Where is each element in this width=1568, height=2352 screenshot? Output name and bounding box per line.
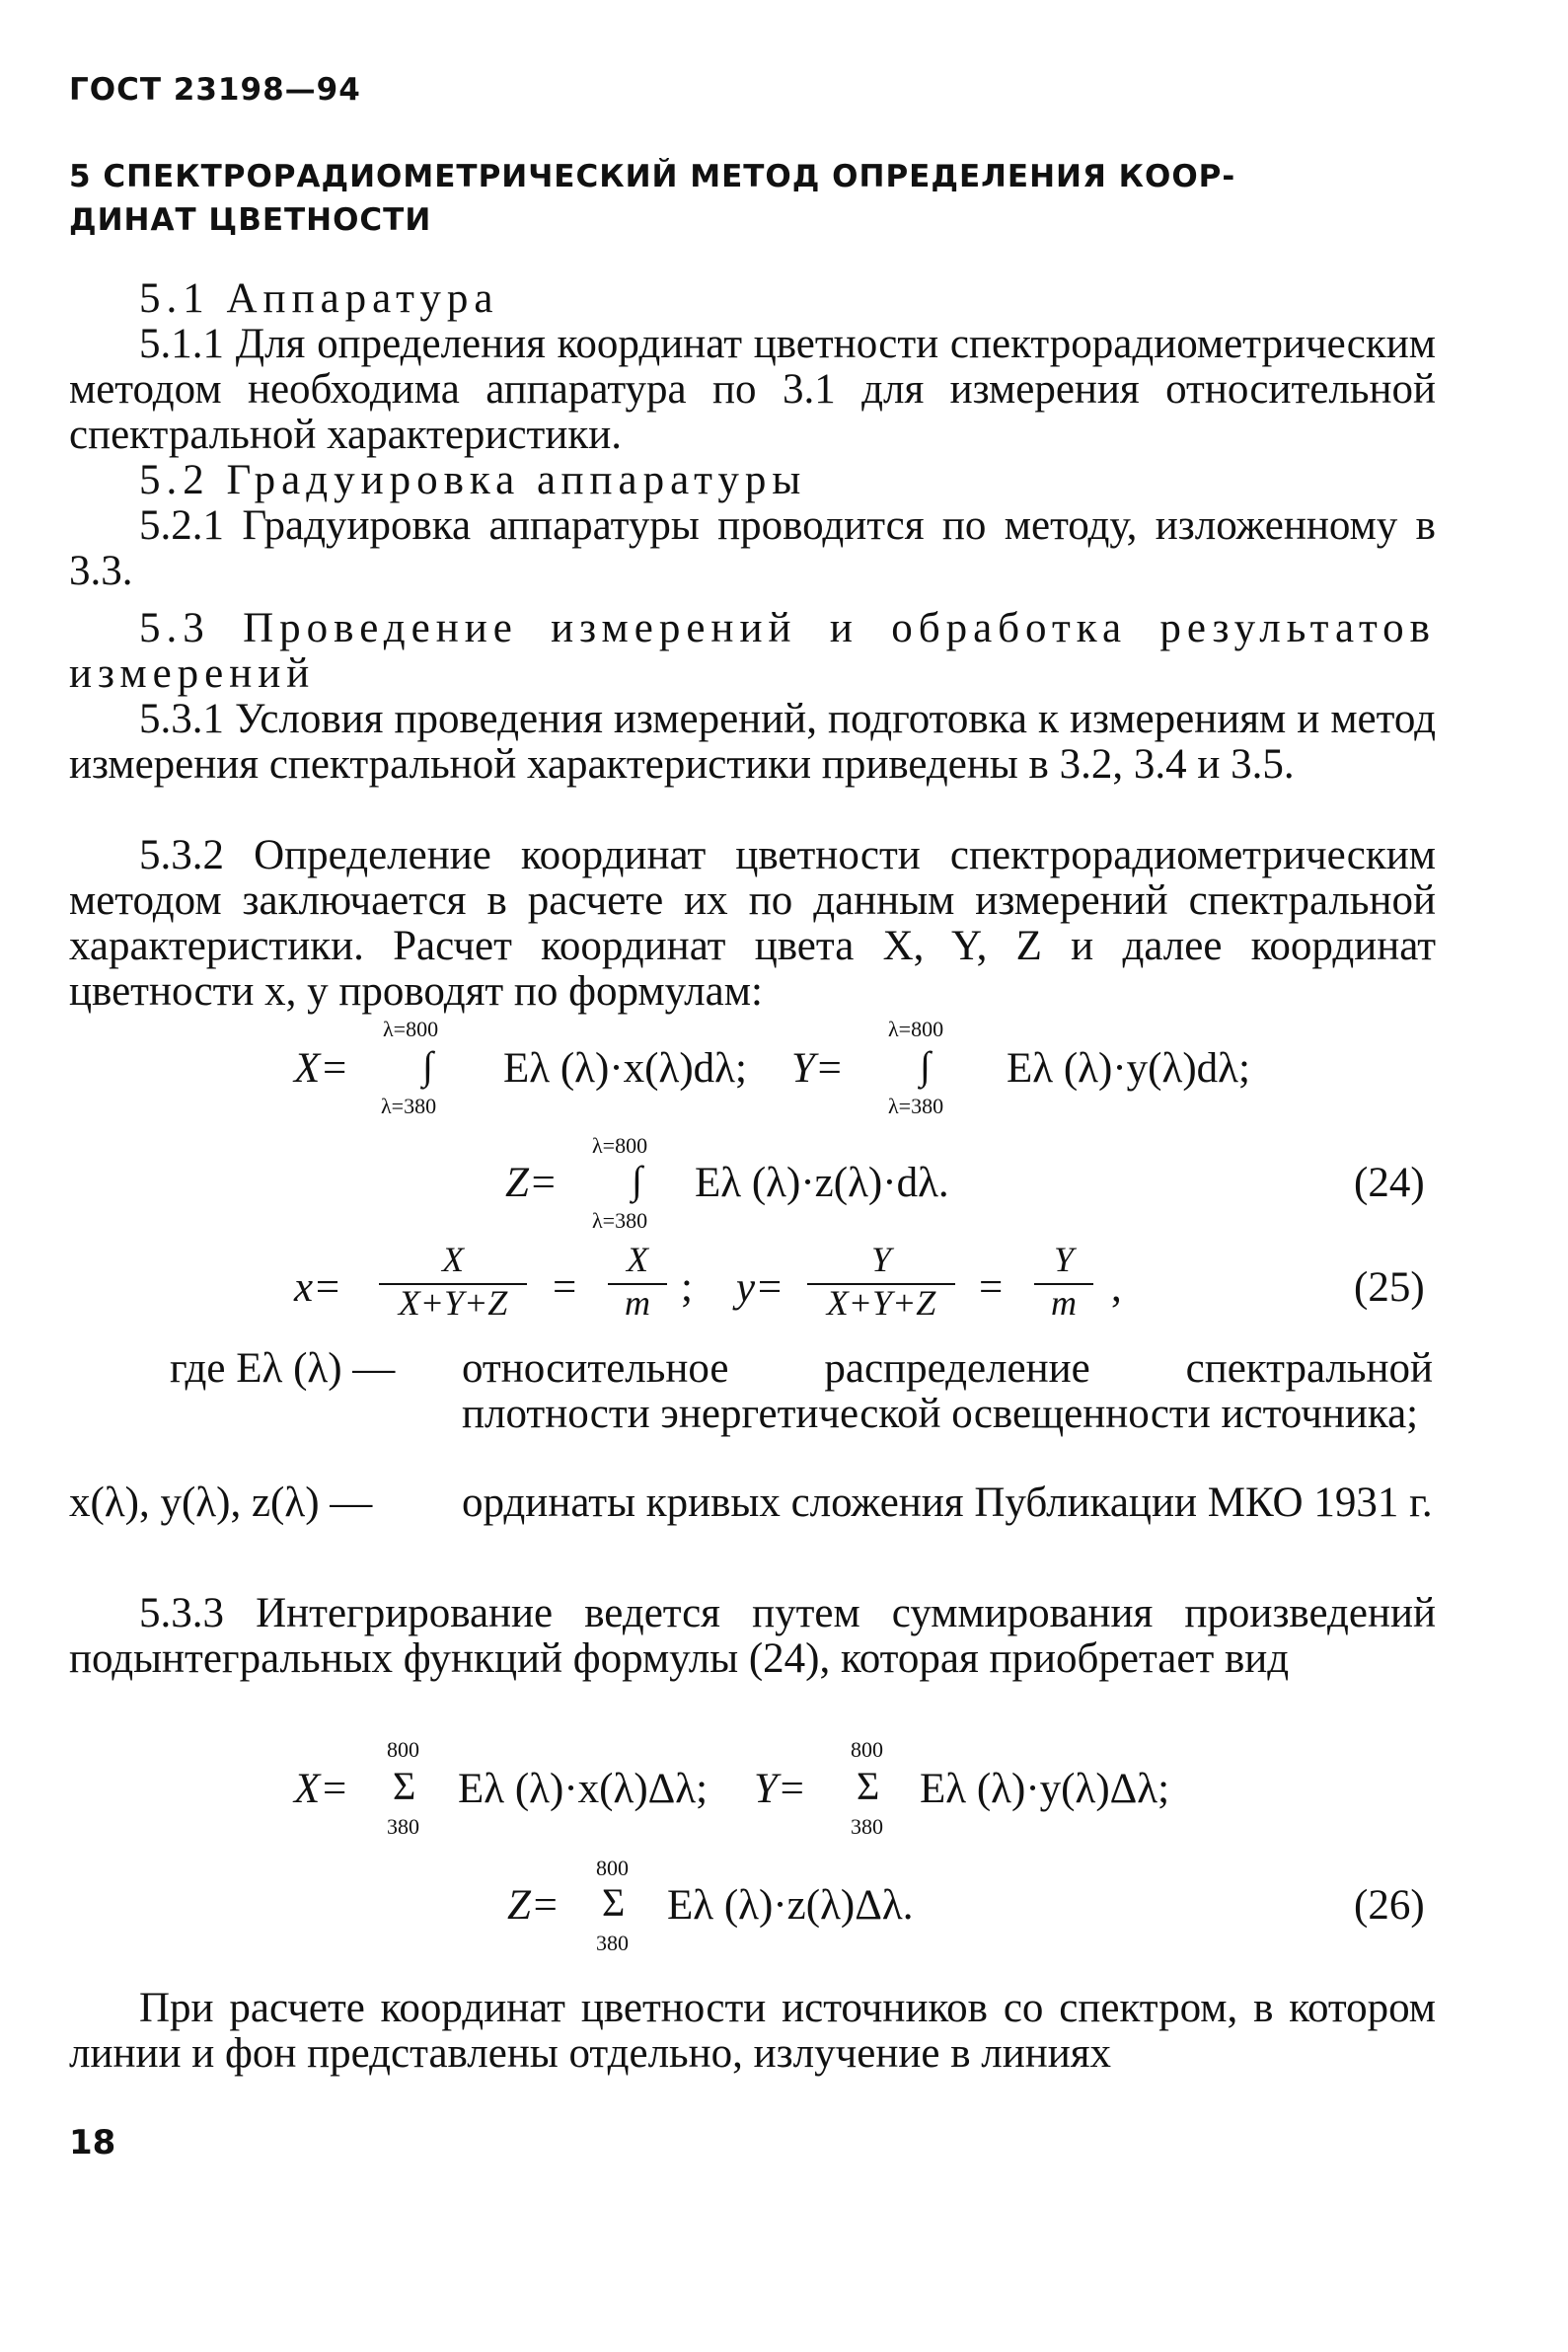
eq26-x-upper-limit: 800 xyxy=(387,1737,419,1762)
eq26-number: (26) xyxy=(1354,1882,1425,1929)
eq25-x-equals: = xyxy=(553,1264,577,1311)
eq24-x-body: Eλ (λ)·x(λ)dλ; xyxy=(503,1045,747,1092)
eq25-y-lhs: y= xyxy=(736,1264,784,1311)
eq24-y-integral-sign: ∫ xyxy=(920,1043,931,1088)
eq25-separator: ; xyxy=(681,1264,693,1311)
eq25-x-lhs: x= xyxy=(294,1264,342,1311)
eq25-y-numerator-2: Y xyxy=(1053,1240,1075,1279)
eq24-x-lhs: X= xyxy=(294,1045,349,1092)
eq24-z-body: Eλ (λ)·z(λ)·dλ. xyxy=(695,1160,949,1206)
eq24-y-body: Eλ (λ)·y(λ)dλ; xyxy=(1007,1045,1250,1092)
eq25-y-equals: = xyxy=(979,1264,1004,1311)
eq26-y-lower-limit: 380 xyxy=(851,1814,883,1839)
legend-definition-2: ординаты кривых сложения Публикации МКО 1931 г. xyxy=(462,1479,1433,1526)
eq25-y-denominator: X+Y+Z xyxy=(807,1283,955,1321)
eq26-z-lhs: Z= xyxy=(507,1882,560,1929)
section-title-line1: 5 СПЕКТРОРАДИОМЕТРИЧЕСКИЙ МЕТОД ОПРЕДЕЛЕНИЯ КООР- xyxy=(69,159,1236,194)
heading-5-3: 5.3 Проведение измерений и обработка результатов измерений xyxy=(69,605,1436,697)
paragraph-5-1-1: 5.1.1 Для определения координат цветности спектрорадиометрическим методом необходима аппаратура по 3.1 для измерения относительной спектральной характеристики. xyxy=(69,321,1436,458)
paragraph-5-2-1: 5.2.1 Градуировка аппаратуры проводится по методу, изложенному в 3.3. xyxy=(69,502,1436,594)
paragraph-5-3-1: 5.3.1 Условия проведения измерений, подготовка к измерениям и метод измерения спектральной характеристики приведены в 3.2, 3.4 и 3.5. xyxy=(69,696,1436,788)
eq24-z-upper-limit: λ=800 xyxy=(592,1133,648,1158)
paragraph-5-3-3: 5.3.3 Интегрирование ведется путем суммирования произведений подынтегральных функций формулы (24), которая приобретает вид xyxy=(69,1590,1436,1682)
section-title-line2: ДИНАТ ЦВЕТНОСТИ xyxy=(69,202,432,238)
heading-5-1: 5.1 Аппаратура xyxy=(139,275,499,322)
eq26-x-lhs: X= xyxy=(294,1766,349,1812)
eq25-y-numerator: Y xyxy=(870,1240,892,1279)
eq25-x-numerator-2: X xyxy=(627,1240,648,1279)
paragraph-5-3-2: 5.3.2 Определение координат цветности спектрорадиометрическим методом заключается в расчете их по данным измерений спектральной характеристики. Расчет координат цвета X, Y, Z и далее координат цветности x, y проводят по формулам: xyxy=(69,832,1436,1015)
eq26-x-body: Eλ (λ)·x(λ)Δλ; xyxy=(458,1766,709,1812)
eq24-z-lower-limit: λ=380 xyxy=(592,1208,648,1233)
eq24-y-lhs: Y= xyxy=(791,1045,844,1092)
eq24-y-lower-limit: λ=380 xyxy=(888,1094,944,1118)
eq24-x-lower-limit: λ=380 xyxy=(381,1094,437,1118)
legend-term-2: x(λ), y(λ), z(λ) — xyxy=(69,1479,373,1526)
eq25-number: (25) xyxy=(1354,1264,1425,1311)
eq26-z-upper-limit: 800 xyxy=(596,1856,629,1880)
paragraph-final: При расчете координат цветности источников со спектром, в котором линии и фон представлены отдельно, излучение в линиях xyxy=(69,1985,1436,2077)
eq24-number: (24) xyxy=(1354,1160,1425,1206)
heading-5-2: 5.2 Градуировка аппаратуры xyxy=(139,457,807,503)
eq26-x-sum-sign: Σ xyxy=(393,1764,416,1808)
document-id: ГОСТ 23198—94 xyxy=(69,72,361,108)
eq24-x-upper-limit: λ=800 xyxy=(383,1017,439,1041)
eq26-x-lower-limit: 380 xyxy=(387,1814,419,1839)
eq25-x-denominator: X+Y+Z xyxy=(379,1283,527,1321)
eq25-y-denominator-2: m xyxy=(1034,1283,1093,1321)
eq25-x-denominator-2: m xyxy=(608,1283,667,1321)
eq26-z-lower-limit: 380 xyxy=(596,1931,629,1955)
legend-term-1: где Eλ (λ) — xyxy=(170,1345,396,1392)
eq26-z-sum-sign: Σ xyxy=(602,1880,626,1925)
eq26-y-sum-sign: Σ xyxy=(857,1764,880,1808)
eq26-y-upper-limit: 800 xyxy=(851,1737,883,1762)
eq26-z-body: Eλ (λ)·z(λ)Δλ. xyxy=(667,1882,914,1929)
eq24-y-upper-limit: λ=800 xyxy=(888,1017,944,1041)
page-number: 18 xyxy=(69,2123,116,2162)
eq24-x-integral-sign: ∫ xyxy=(422,1043,433,1088)
eq24-z-lhs: Z= xyxy=(505,1160,558,1206)
eq25-x-numerator: X xyxy=(442,1240,464,1279)
eq26-y-lhs: Y= xyxy=(754,1766,806,1812)
eq26-y-body: Eλ (λ)·y(λ)Δλ; xyxy=(920,1766,1170,1812)
eq24-z-integral-sign: ∫ xyxy=(632,1158,642,1202)
legend-definition-1: относительное распределение спектральной плотности энергетической освещенности источника; xyxy=(462,1345,1433,1437)
eq25-trailing-comma: , xyxy=(1111,1264,1122,1311)
